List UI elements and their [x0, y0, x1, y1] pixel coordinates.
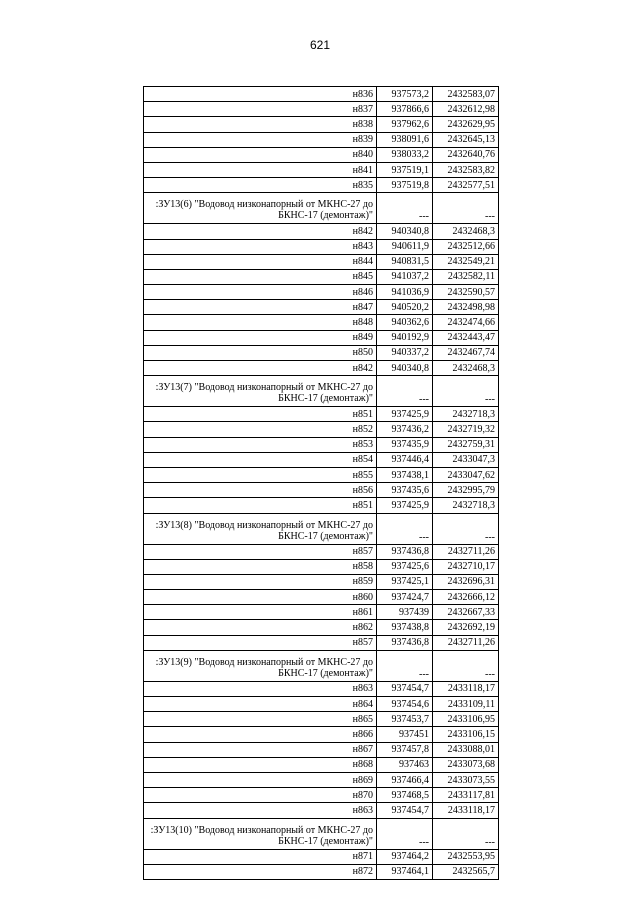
point-id: н841	[144, 162, 377, 177]
x-coordinate: 941037,2	[377, 269, 433, 284]
y-coordinate: 2432696,31	[433, 574, 499, 589]
point-id: н842	[144, 224, 377, 239]
point-id: н870	[144, 788, 377, 803]
point-id: н863	[144, 681, 377, 696]
section-header-row	[144, 193, 499, 224]
y-coordinate: 2432467,74	[433, 345, 499, 360]
y-coordinate: 2432577,51	[433, 178, 499, 193]
point-id: н861	[144, 605, 377, 620]
y-coordinate: 2432512,66	[433, 239, 499, 254]
x-coordinate: 940362,6	[377, 315, 433, 330]
section-label: :ЗУ13(6) "Водовод низконапорный от МКНС-27 до БКНС-17 (демонтаж)"	[144, 193, 377, 224]
y-coordinate: 2432612,98	[433, 102, 499, 117]
y-coordinate: 2433106,95	[433, 712, 499, 727]
y-coordinate: 2432645,13	[433, 132, 499, 147]
y-coordinate: ---	[433, 818, 499, 849]
x-coordinate: 937438,8	[377, 620, 433, 635]
x-coordinate: 937464,2	[377, 849, 433, 864]
y-coordinate: 2432468,3	[433, 361, 499, 376]
point-id: н863	[144, 803, 377, 818]
table-row	[144, 87, 499, 102]
y-coordinate: 2432468,3	[433, 224, 499, 239]
point-id: н839	[144, 132, 377, 147]
y-coordinate: 2433047,62	[433, 467, 499, 482]
x-coordinate: 937436,2	[377, 422, 433, 437]
x-coordinate: ---	[377, 513, 433, 544]
x-coordinate: 937454,7	[377, 803, 433, 818]
x-coordinate: 937436,8	[377, 544, 433, 559]
x-coordinate: 937451	[377, 727, 433, 742]
y-coordinate: 2433118,17	[433, 803, 499, 818]
table-row	[144, 315, 499, 330]
table-row	[144, 849, 499, 864]
table-row	[144, 757, 499, 772]
table-row	[144, 620, 499, 635]
point-id: н847	[144, 300, 377, 315]
y-coordinate: 2432549,21	[433, 254, 499, 269]
x-coordinate: 937454,6	[377, 697, 433, 712]
y-coordinate: 2432583,82	[433, 162, 499, 177]
table-row	[144, 117, 499, 132]
y-coordinate: 2432629,95	[433, 117, 499, 132]
x-coordinate: 937425,1	[377, 574, 433, 589]
x-coordinate: ---	[377, 193, 433, 224]
section-header-row	[144, 650, 499, 681]
table-row	[144, 407, 499, 422]
point-id: н851	[144, 498, 377, 513]
y-coordinate: ---	[433, 193, 499, 224]
table-row	[144, 772, 499, 787]
table-row	[144, 361, 499, 376]
y-coordinate: 2432474,66	[433, 315, 499, 330]
x-coordinate: 937962,6	[377, 117, 433, 132]
table-row	[144, 285, 499, 300]
section-header-row	[144, 513, 499, 544]
y-coordinate: 2432666,12	[433, 590, 499, 605]
table-row	[144, 452, 499, 467]
table-row	[144, 178, 499, 193]
y-coordinate: 2432640,76	[433, 147, 499, 162]
x-coordinate: ---	[377, 376, 433, 407]
table-row	[144, 300, 499, 315]
x-coordinate: 937436,8	[377, 635, 433, 650]
x-coordinate: 940520,2	[377, 300, 433, 315]
table-row	[144, 803, 499, 818]
point-id: н864	[144, 697, 377, 712]
y-coordinate: 2433073,68	[433, 757, 499, 772]
point-id: н857	[144, 635, 377, 650]
point-id: н835	[144, 178, 377, 193]
y-coordinate: 2432719,32	[433, 422, 499, 437]
table-row	[144, 697, 499, 712]
x-coordinate: 937425,9	[377, 407, 433, 422]
point-id: н840	[144, 147, 377, 162]
table-row	[144, 437, 499, 452]
x-coordinate: 937866,6	[377, 102, 433, 117]
x-coordinate: 937424,7	[377, 590, 433, 605]
table-row	[144, 559, 499, 574]
section-header-row	[144, 376, 499, 407]
section-label: :ЗУ13(9) "Водовод низконапорный от МКНС-27 до БКНС-17 (демонтаж)"	[144, 650, 377, 681]
y-coordinate: 2432565,7	[433, 864, 499, 879]
x-coordinate: 937438,1	[377, 467, 433, 482]
y-coordinate: 2432692,19	[433, 620, 499, 635]
y-coordinate: 2432710,17	[433, 559, 499, 574]
table-row	[144, 162, 499, 177]
point-id: н838	[144, 117, 377, 132]
point-id: н836	[144, 87, 377, 102]
x-coordinate: 937519,1	[377, 162, 433, 177]
table-row	[144, 498, 499, 513]
y-coordinate: 2432995,79	[433, 483, 499, 498]
y-coordinate: ---	[433, 376, 499, 407]
point-id: н856	[144, 483, 377, 498]
x-coordinate: 940192,9	[377, 330, 433, 345]
x-coordinate: 937446,4	[377, 452, 433, 467]
point-id: н855	[144, 467, 377, 482]
y-coordinate: 2433109,11	[433, 697, 499, 712]
y-coordinate: 2432759,31	[433, 437, 499, 452]
x-coordinate: 937425,6	[377, 559, 433, 574]
point-id: н853	[144, 437, 377, 452]
point-id: н842	[144, 361, 377, 376]
x-coordinate: 937435,6	[377, 483, 433, 498]
y-coordinate: 2433088,01	[433, 742, 499, 757]
y-coordinate: 2432590,57	[433, 285, 499, 300]
y-coordinate: 2433073,55	[433, 772, 499, 787]
table-row	[144, 590, 499, 605]
section-label: :ЗУ13(8) "Водовод низконапорный от МКНС-27 до БКНС-17 (демонтаж)"	[144, 513, 377, 544]
point-id: н854	[144, 452, 377, 467]
y-coordinate: 2432583,07	[433, 87, 499, 102]
table-row	[144, 147, 499, 162]
section-label: :ЗУ13(7) "Водовод низконапорный от МКНС-27 до БКНС-17 (демонтаж)"	[144, 376, 377, 407]
point-id: н872	[144, 864, 377, 879]
y-coordinate: 2432711,26	[433, 544, 499, 559]
y-coordinate: 2432718,3	[433, 498, 499, 513]
point-id: н860	[144, 590, 377, 605]
point-id: н843	[144, 239, 377, 254]
point-id: н851	[144, 407, 377, 422]
y-coordinate: 2432667,33	[433, 605, 499, 620]
y-coordinate: 2432711,26	[433, 635, 499, 650]
point-id: н871	[144, 849, 377, 864]
y-coordinate: ---	[433, 650, 499, 681]
point-id: н868	[144, 757, 377, 772]
table-row	[144, 712, 499, 727]
x-coordinate: 937463	[377, 757, 433, 772]
x-coordinate: 940340,8	[377, 361, 433, 376]
table-row	[144, 727, 499, 742]
point-id: н869	[144, 772, 377, 787]
x-coordinate: 940337,2	[377, 345, 433, 360]
x-coordinate: 941036,9	[377, 285, 433, 300]
x-coordinate: 937573,2	[377, 87, 433, 102]
x-coordinate: 940831,5	[377, 254, 433, 269]
table-row	[144, 681, 499, 696]
table-row	[144, 864, 499, 879]
table-row	[144, 269, 499, 284]
table-row	[144, 254, 499, 269]
point-id: н866	[144, 727, 377, 742]
table-row	[144, 345, 499, 360]
x-coordinate: 937468,5	[377, 788, 433, 803]
section-label: :ЗУ13(10) "Водовод низконапорный от МКНС-27 до БКНС-17 (демонтаж)"	[144, 818, 377, 849]
point-id: н852	[144, 422, 377, 437]
point-id: н850	[144, 345, 377, 360]
y-coordinate: 2432443,47	[433, 330, 499, 345]
x-coordinate: 937464,1	[377, 864, 433, 879]
table-row	[144, 742, 499, 757]
point-id: н859	[144, 574, 377, 589]
table-row	[144, 788, 499, 803]
point-id: н857	[144, 544, 377, 559]
x-coordinate: 937457,8	[377, 742, 433, 757]
x-coordinate: ---	[377, 650, 433, 681]
y-coordinate: 2432582,11	[433, 269, 499, 284]
table-row	[144, 422, 499, 437]
point-id: н862	[144, 620, 377, 635]
point-id: н846	[144, 285, 377, 300]
x-coordinate: 937435,9	[377, 437, 433, 452]
table-row	[144, 483, 499, 498]
y-coordinate: 2432553,95	[433, 849, 499, 864]
y-coordinate: 2433047,3	[433, 452, 499, 467]
point-id: н837	[144, 102, 377, 117]
x-coordinate: 937425,9	[377, 498, 433, 513]
y-coordinate: 2432718,3	[433, 407, 499, 422]
y-coordinate: 2433106,15	[433, 727, 499, 742]
point-id: н845	[144, 269, 377, 284]
x-coordinate: ---	[377, 818, 433, 849]
x-coordinate: 940611,9	[377, 239, 433, 254]
x-coordinate: 937519,8	[377, 178, 433, 193]
y-coordinate: 2433117,81	[433, 788, 499, 803]
table-row	[144, 102, 499, 117]
x-coordinate: 937466,4	[377, 772, 433, 787]
x-coordinate: 938091,6	[377, 132, 433, 147]
point-id: н844	[144, 254, 377, 269]
point-id: н867	[144, 742, 377, 757]
table-row	[144, 605, 499, 620]
y-coordinate: 2432498,98	[433, 300, 499, 315]
table-row	[144, 330, 499, 345]
table-row	[144, 544, 499, 559]
point-id: н848	[144, 315, 377, 330]
y-coordinate: 2433118,17	[433, 681, 499, 696]
section-header-row	[144, 818, 499, 849]
table-row	[144, 132, 499, 147]
x-coordinate: 940340,8	[377, 224, 433, 239]
x-coordinate: 938033,2	[377, 147, 433, 162]
table-row	[144, 467, 499, 482]
point-id: н858	[144, 559, 377, 574]
point-id: н865	[144, 712, 377, 727]
table-row	[144, 635, 499, 650]
table-row	[144, 574, 499, 589]
x-coordinate: 937439	[377, 605, 433, 620]
page-number: 621	[309, 38, 331, 52]
table-row	[144, 239, 499, 254]
y-coordinate: ---	[433, 513, 499, 544]
point-id: н849	[144, 330, 377, 345]
coordinates-table	[143, 86, 499, 880]
x-coordinate: 937454,7	[377, 681, 433, 696]
table-row	[144, 224, 499, 239]
x-coordinate: 937453,7	[377, 712, 433, 727]
